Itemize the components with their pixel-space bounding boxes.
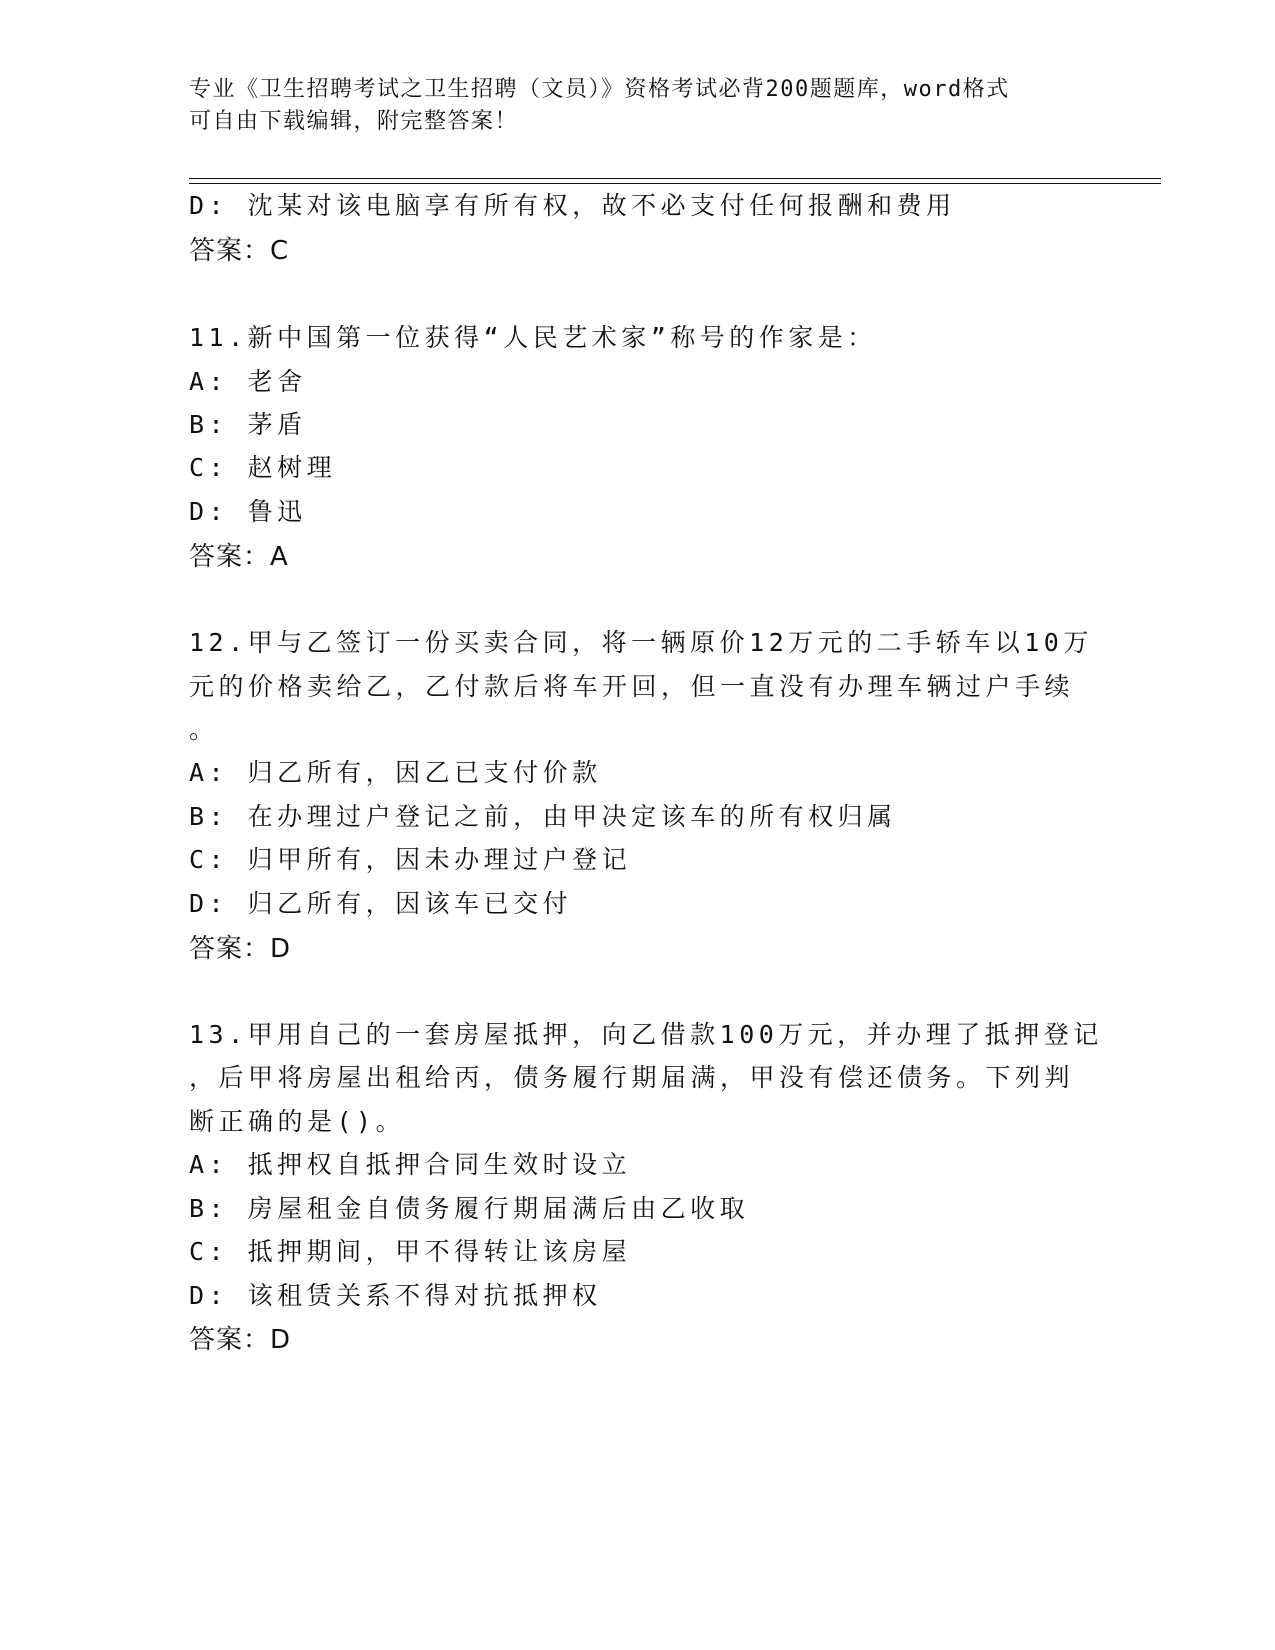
question-stem-line-2: ，后甲将房屋出租给丙，债务履行期届满，甲没有偿还债务。下列判 [189, 1063, 1075, 1092]
answer-line: 答案：C [189, 236, 290, 266]
question-stem-line-1: 12.甲与乙签订一份买卖合同，将一辆原价12万元的二手轿车以10万 [189, 628, 1093, 657]
header-line-1: 专业《卫生招聘考试之卫生招聘（文员）》资格考试必背200题题库，word格式 [189, 77, 1010, 102]
answer-line: 答案：D [189, 1325, 292, 1355]
question-stem-line-1: 13.甲用自己的一套房屋抵押，向乙借款100万元，并办理了抵押登记 [189, 1020, 1103, 1049]
option-b: B: 房屋租金自债务履行期届满后由乙收取 [189, 1194, 750, 1223]
option-d: D: 该租赁关系不得对抗抵押权 [189, 1281, 602, 1310]
option-d: D: 沈某对该电脑享有所有权，故不必支付任何报酬和费用 [189, 191, 956, 220]
document-header [189, 74, 1089, 138]
option-d: D: 鲁迅 [189, 497, 307, 526]
option-c: C: 赵树理 [189, 453, 337, 482]
option-a: A: 老舍 [189, 367, 307, 396]
question-stem-line-3: 。 [189, 715, 219, 744]
option-b: B: 在办理过户登记之前，由甲决定该车的所有权归属 [189, 802, 897, 831]
header-rule-top [189, 178, 1161, 179]
question-stem: 11.新中国第一位获得“人民艺术家”称号的作家是： [189, 323, 877, 352]
option-c: C: 归甲所有，因未办理过户登记 [189, 845, 632, 874]
answer-line: 答案：A [189, 542, 289, 572]
header-rule-bottom [189, 183, 1161, 184]
question-stem-line-2: 元的价格卖给乙，乙付款后将车开回，但一直没有办理车辆过户手续 [189, 672, 1075, 701]
option-a: A: 归乙所有，因乙已支付价款 [189, 758, 602, 787]
question-stem-line-3: 断正确的是()。 [189, 1107, 406, 1136]
option-c: C: 抵押期间，甲不得转让该房屋 [189, 1237, 632, 1266]
option-a: A: 抵押权自抵押合同生效时设立 [189, 1150, 632, 1179]
answer-line: 答案：D [189, 934, 292, 964]
option-b: B: 茅盾 [189, 410, 307, 439]
option-d: D: 归乙所有，因该车已交付 [189, 889, 573, 918]
header-line-2: 可自由下载编辑，附完整答案！ [189, 109, 519, 134]
